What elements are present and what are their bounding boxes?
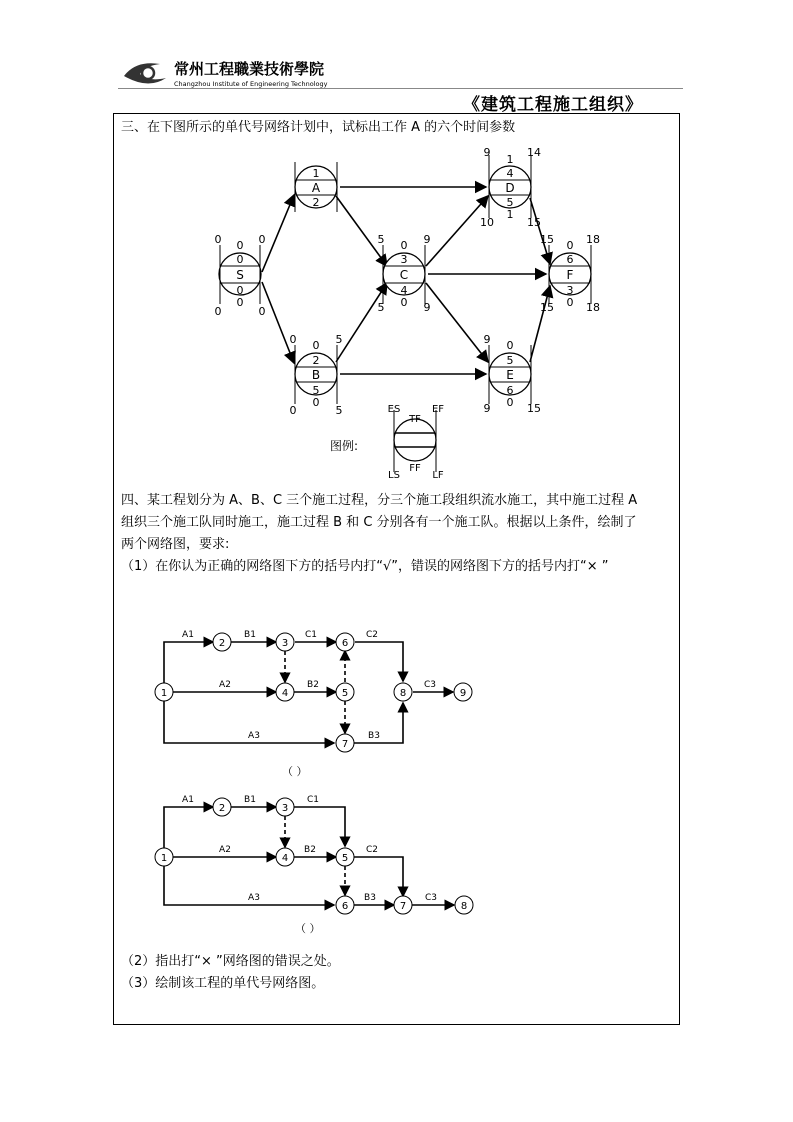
diagram-2-answer-bracket[interactable]: （ ） bbox=[295, 922, 321, 935]
svg-text:0: 0 bbox=[506, 396, 514, 409]
svg-text:LF: LF bbox=[432, 470, 444, 480]
svg-text:6: 6 bbox=[506, 384, 514, 397]
svg-text:5: 5 bbox=[506, 196, 514, 209]
svg-text:18: 18 bbox=[586, 301, 600, 314]
svg-text:E: E bbox=[506, 368, 514, 382]
node-e bbox=[484, 333, 542, 415]
svg-text:TF: TF bbox=[409, 414, 421, 425]
node-s bbox=[215, 233, 266, 318]
svg-text:EF: EF bbox=[431, 404, 445, 415]
svg-text:7: 7 bbox=[399, 901, 407, 912]
svg-text:4: 4 bbox=[400, 284, 408, 297]
svg-text:3: 3 bbox=[281, 638, 289, 649]
legend bbox=[330, 404, 444, 480]
svg-text:0: 0 bbox=[400, 296, 408, 309]
question-4-sub-2: （2）指出打“× ”网络图的错误之处。 bbox=[121, 954, 340, 969]
logo-swoosh-icon bbox=[124, 63, 166, 83]
svg-text:0: 0 bbox=[566, 296, 574, 309]
svg-text:5: 5 bbox=[377, 301, 385, 314]
svg-text:1: 1 bbox=[506, 153, 514, 166]
svg-text:0: 0 bbox=[236, 296, 244, 309]
double-code-network-1 bbox=[150, 625, 490, 760]
svg-text:B: B bbox=[311, 368, 321, 382]
svg-text:0: 0 bbox=[258, 233, 266, 246]
svg-text:0: 0 bbox=[236, 253, 244, 266]
svg-text:4: 4 bbox=[281, 688, 289, 699]
question-4-sub-3: （3）绘制该工程的单代号网络图。 bbox=[121, 976, 325, 991]
svg-text:0: 0 bbox=[400, 239, 408, 252]
svg-text:9: 9 bbox=[459, 688, 467, 699]
svg-text:8: 8 bbox=[460, 901, 468, 912]
svg-text:B2: B2 bbox=[304, 845, 316, 855]
svg-text:5: 5 bbox=[377, 233, 385, 246]
svg-text:0: 0 bbox=[258, 305, 266, 318]
svg-text:5: 5 bbox=[335, 333, 343, 346]
svg-text:B3: B3 bbox=[368, 731, 380, 741]
svg-text:2: 2 bbox=[218, 803, 226, 814]
svg-text:C: C bbox=[399, 268, 409, 282]
node-d bbox=[480, 146, 541, 229]
svg-text:B2: B2 bbox=[307, 680, 319, 690]
svg-text:D: D bbox=[505, 181, 515, 195]
node-b bbox=[290, 333, 343, 417]
svg-text:0: 0 bbox=[236, 284, 244, 297]
svg-text:B3: B3 bbox=[364, 893, 376, 903]
svg-text:0: 0 bbox=[289, 333, 297, 346]
svg-text:B1: B1 bbox=[244, 630, 256, 640]
svg-text:5: 5 bbox=[312, 384, 320, 397]
svg-text:14: 14 bbox=[527, 146, 541, 159]
svg-text:A3: A3 bbox=[248, 893, 260, 903]
svg-text:C2: C2 bbox=[365, 630, 379, 640]
svg-text:A: A bbox=[311, 181, 321, 195]
svg-text:A2: A2 bbox=[219, 680, 231, 690]
svg-text:S: S bbox=[236, 268, 244, 282]
node-c bbox=[378, 233, 431, 314]
question-4-text: 四、某工程划分为 A、B、C 三个施工过程，分三个施工段组织流水施工，其中施工过程 A 组织三个施工队同时施工，施工过程 B 和 C 分别各有一个施工队。根据以上条件，绘制了 两个网络图，要求: （1）在你认为正确的网络图下方的括号内打“√”，错误的网络图下方的括号内打“× ” bbox=[121, 493, 638, 574]
svg-text:C3: C3 bbox=[424, 893, 438, 903]
svg-text:9: 9 bbox=[483, 146, 491, 159]
svg-text:3: 3 bbox=[400, 253, 408, 266]
svg-text:15: 15 bbox=[540, 233, 554, 246]
svg-text:6: 6 bbox=[341, 638, 349, 649]
svg-text:0: 0 bbox=[566, 239, 574, 252]
svg-text:3: 3 bbox=[281, 803, 289, 814]
svg-text:A2: A2 bbox=[219, 845, 231, 855]
question-3-text: 三、在下图所示的单代号网络计划中，试标出工作 A 的六个时间参数 bbox=[121, 120, 516, 135]
svg-text:9: 9 bbox=[423, 233, 431, 246]
svg-text:5: 5 bbox=[341, 853, 349, 864]
svg-text:2: 2 bbox=[218, 638, 226, 649]
svg-text:9: 9 bbox=[483, 402, 491, 415]
svg-text:7: 7 bbox=[341, 739, 349, 750]
svg-text:5: 5 bbox=[506, 354, 514, 367]
svg-text:1: 1 bbox=[160, 688, 168, 699]
svg-text:0: 0 bbox=[312, 396, 320, 409]
school-name-en: Changzhou Institute of Engineering Technology bbox=[174, 80, 328, 88]
svg-text:0: 0 bbox=[289, 404, 297, 417]
svg-text:FF: FF bbox=[409, 463, 421, 474]
svg-text:ES: ES bbox=[387, 404, 401, 415]
svg-text:1: 1 bbox=[160, 853, 168, 864]
svg-text:F: F bbox=[566, 268, 574, 282]
svg-text:C2: C2 bbox=[365, 845, 379, 855]
svg-text:0: 0 bbox=[506, 339, 514, 352]
svg-text:B1: B1 bbox=[244, 795, 256, 805]
svg-text:3: 3 bbox=[566, 284, 574, 297]
diagram-1-answer-bracket[interactable]: （ ） bbox=[282, 765, 308, 778]
svg-text:0: 0 bbox=[236, 239, 244, 252]
svg-text:LS: LS bbox=[388, 470, 400, 480]
svg-text:15: 15 bbox=[527, 216, 541, 229]
svg-text:9: 9 bbox=[483, 333, 491, 346]
double-code-network-2 bbox=[150, 790, 490, 915]
node-a bbox=[295, 162, 337, 212]
svg-text:C3: C3 bbox=[423, 680, 437, 690]
svg-text:5: 5 bbox=[335, 404, 343, 417]
svg-text:1: 1 bbox=[312, 167, 320, 180]
svg-text:0: 0 bbox=[214, 305, 222, 318]
svg-text:C1: C1 bbox=[304, 630, 318, 640]
svg-text:15: 15 bbox=[540, 301, 554, 314]
svg-text:2: 2 bbox=[312, 354, 320, 367]
svg-text:10: 10 bbox=[480, 216, 494, 229]
school-logo bbox=[118, 56, 363, 90]
svg-text:1: 1 bbox=[506, 208, 514, 221]
svg-text:A1: A1 bbox=[182, 795, 194, 805]
svg-text:A1: A1 bbox=[182, 630, 194, 640]
svg-text:15: 15 bbox=[527, 402, 541, 415]
svg-text:18: 18 bbox=[586, 233, 600, 246]
svg-text:0: 0 bbox=[312, 339, 320, 352]
single-code-network-diagram bbox=[200, 140, 620, 480]
svg-text:6: 6 bbox=[566, 253, 574, 266]
header-rule bbox=[118, 88, 683, 89]
svg-text:8: 8 bbox=[399, 688, 407, 699]
svg-text:5: 5 bbox=[341, 688, 349, 699]
svg-text:C1: C1 bbox=[306, 795, 320, 805]
svg-text:A3: A3 bbox=[248, 731, 260, 741]
svg-text:0: 0 bbox=[214, 233, 222, 246]
svg-text:4: 4 bbox=[506, 167, 514, 180]
node-f bbox=[540, 233, 600, 314]
svg-text:4: 4 bbox=[281, 853, 289, 864]
svg-text:图例:: 图例: bbox=[330, 439, 359, 453]
svg-text:2: 2 bbox=[312, 196, 320, 209]
book-title: 《建筑工程施工组织》 bbox=[463, 95, 643, 115]
svg-text:6: 6 bbox=[341, 901, 349, 912]
school-name-cn: 常州工程職業技術學院 bbox=[174, 60, 325, 78]
svg-text:9: 9 bbox=[423, 301, 431, 314]
